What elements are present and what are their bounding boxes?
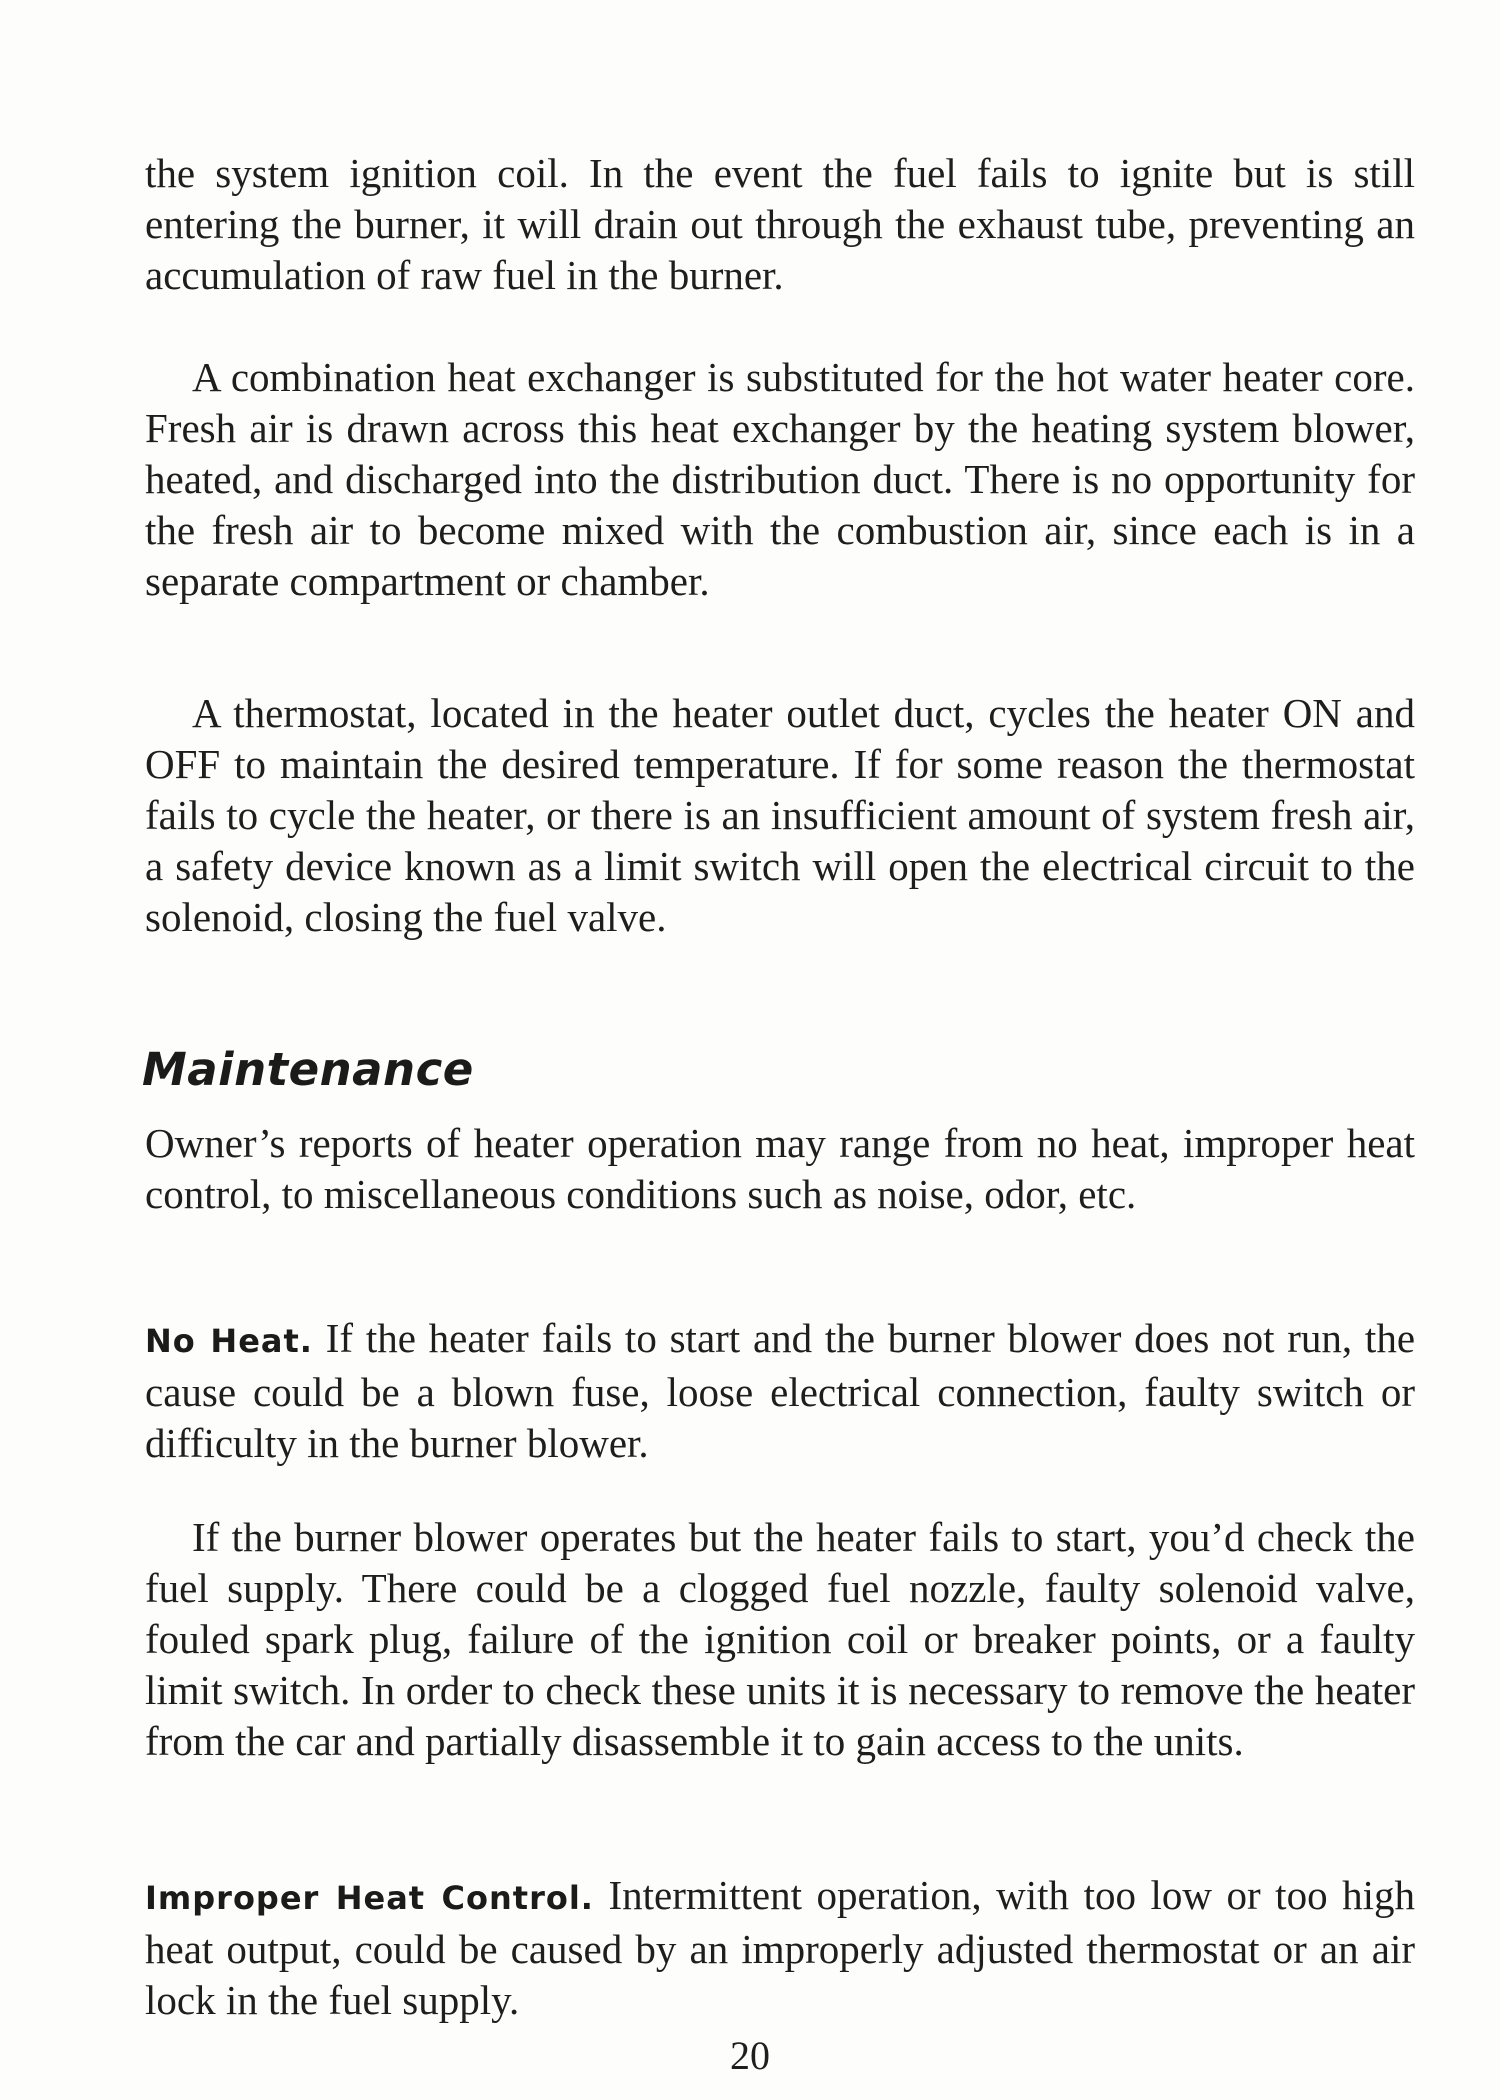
- paragraph-ignition-coil: the system ignition coil. In the event the fuel fails to ignite but is still entering the burner, it will drain out through the exhaust tube, preventing an accumulation of raw fuel in the burner.: [145, 150, 1415, 298]
- improper-heat-control-label: Improper Heat Control.: [145, 1879, 594, 1917]
- paragraph-no-heat: [145, 1313, 1415, 1469]
- no-heat-text: If the heater fails to start and the burner blower does not run, the cause could be a blown fuse, loose electrical connection, faulty switch or difficulty in the burner blower.: [145, 1315, 1416, 1466]
- maintenance-heading: Maintenance: [142, 1043, 474, 1096]
- paragraph-thermostat: A thermostat, located in the heater outlet duct, cycles the heater ON and OFF to maintain the desired temperature. If for some reason the thermostat fails to cycle the heater, or there is an insufficient amount of system fresh air, a safety device known as a limit switch will open the electrical circuit to the solenoid, closing the fuel valve.: [145, 690, 1415, 940]
- paragraph-improper-heat-control: [145, 1870, 1415, 2026]
- no-heat-label: No Heat.: [145, 1322, 313, 1360]
- paragraph-burner-blower: If the burner blower operates but the heater fails to start, you’d check the fuel supply. There could be a clogged fuel nozzle, faulty solenoid valve, fouled spark plug, failure of the ignition coil or breaker points, or a faulty limit switch. In order to check these units it is necessary to remove the heater from the car and partially disassemble it to gain access to the units.: [145, 1514, 1415, 1764]
- improper-heat-control-text: Intermittent operation, with too low or too high heat output, could be caused by an improperly adjusted thermostat or an air lock in the fuel supply.: [145, 1872, 1415, 2023]
- paragraph-maintenance-intro: Owner’s reports of heater operation may range from no heat, improper heat control, to miscellaneous conditions such as noise, odor, etc.: [145, 1120, 1415, 1217]
- page-number: 20: [730, 2033, 770, 2078]
- paragraph-heat-exchanger: A combination heat exchanger is substituted for the hot water heater core. Fresh air is drawn across this heat exchanger by the heating system blower, heated, and discharged into the distribution duct. There is no opportunity for the fresh air to become mixed with the combustion air, since each is in a separate compartment or chamber.: [145, 354, 1415, 604]
